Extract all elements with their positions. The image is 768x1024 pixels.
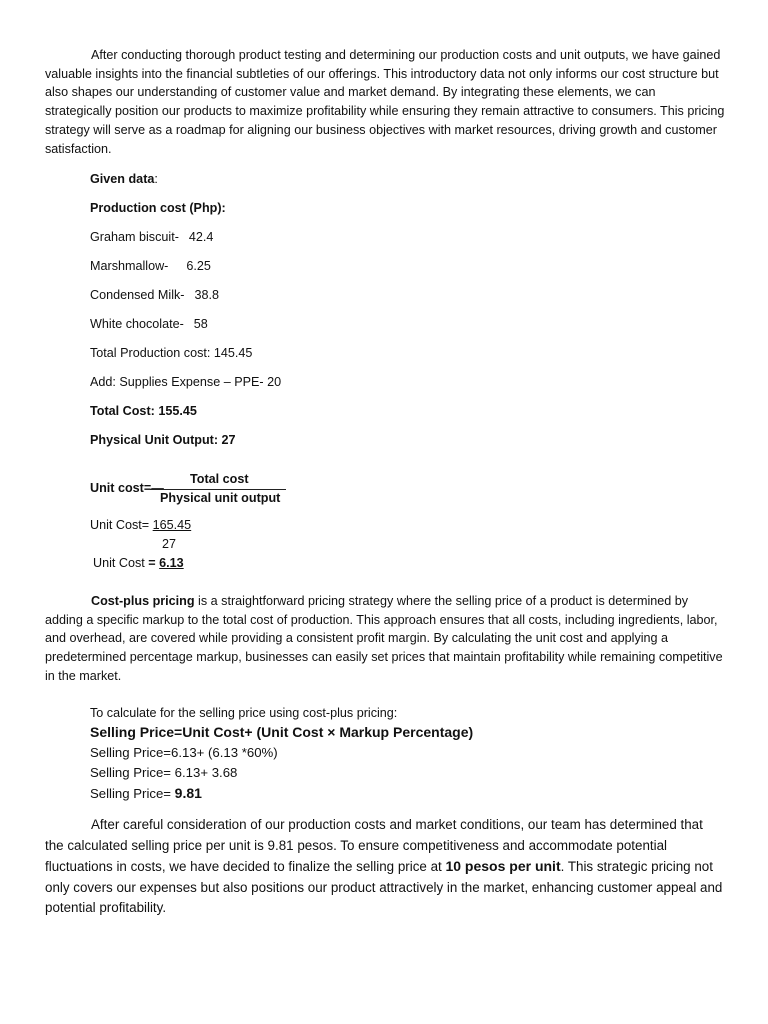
supplies-expense: Add: Supplies Expense – PPE- 20 [90, 375, 282, 389]
cost-item-condensed-milk [90, 287, 219, 303]
cost-item-name: Marshmallow- [90, 259, 169, 273]
unit-cost-formula-lhs: Unit cost=— [90, 481, 164, 495]
physical-unit-output: Physical Unit Output: 27 [90, 433, 236, 447]
cost-plus-paragraph [45, 592, 725, 686]
cost-item-marshmallow [90, 258, 211, 274]
cost-item-graham [90, 229, 213, 245]
unit-cost-result: Unit Cost = 6.13 [93, 556, 184, 570]
unit-cost-calculation: Unit Cost= 165.45 [90, 518, 192, 532]
unit-cost-value: 6.13 [159, 556, 184, 570]
cost-item-name: White chocolate- [90, 317, 184, 331]
given-data-heading [90, 171, 158, 187]
cost-item-value: 38.8 [194, 288, 220, 302]
given-data-colon: : [154, 172, 158, 186]
selling-price-value: 9.81 [174, 785, 202, 801]
conclusion-paragraph: After careful consideration of our production costs and market conditions, our team has determined that the calculated selling price per unit is 9.81 pesos. To ensure competitiveness and accommodate potential fluctuations in costs, we have decided to finalize the selling price at 10 pesos per unit. This strategic pricing not only covers our expenses but also positions our product attractively in the market, enhancing customer appeal and potential profitability. [45, 817, 723, 915]
selling-price-step-2: Selling Price= 6.13+ 3.68 [90, 765, 238, 780]
cost-item-name: Graham biscuit- [90, 230, 179, 244]
fraction-bar [150, 489, 286, 490]
cost-item-name: Condensed Milk- [90, 288, 185, 302]
production-cost-heading: Production cost (Php): [90, 201, 226, 215]
cost-item-value: 58 [193, 317, 208, 331]
cost-item-white-chocolate [90, 316, 208, 332]
total-production-cost: Total Production cost: 145.45 [90, 346, 253, 360]
selling-price-intro: To calculate for the selling price using cost-plus pricing: [90, 706, 398, 720]
given-data-label: Given data [90, 172, 155, 186]
calc-denominator: 27 [162, 537, 177, 551]
intro-paragraph: After conducting thorough product testing and determining our production costs and unit outputs, we have gained valuable insights into the financial subtleties of our offerings. This introductory data not only informs our cost structure but also shapes our understanding of customer value and market demand. By integrating these elements, we can strategically position our products to maximize profitability while ensuring they remain attractive to consumers. This pricing strategy will serve as a roadmap for aligning our business objectives with market resources, driving growth and customer satisfaction. [45, 48, 725, 156]
cost-item-value: 42.4 [188, 230, 214, 244]
unit-cost-denominator: Physical unit output [160, 491, 281, 505]
selling-price-step-1: Selling Price=6.13+ (6.13 *60%) [90, 745, 278, 760]
total-cost: Total Cost: 155.45 [90, 404, 197, 418]
unit-cost-numerator: Total cost [190, 472, 249, 486]
calc-numerator: 165.45 [152, 518, 192, 532]
cost-plus-term: Cost-plus pricing [91, 594, 195, 608]
selling-price-step-3: Selling Price= 9.81 [90, 785, 202, 801]
cost-item-value: 6.25 [186, 259, 211, 273]
cost-plus-body: is a straightforward pricing strategy where the selling price of a product is determined by adding a specific markup to the total cost of production. This approach ensures that all costs, including ingredients, labor, and overhead, are covered while providing a consistent profit margin. By calculating the unit cost and applying a predetermined percentage markup, businesses can easily set prices that maintain profitability while remaining competitive in the market. [45, 594, 723, 683]
selling-price-formula: Selling Price=Unit Cost+ (Unit Cost × Markup Percentage) [90, 724, 474, 740]
final-price-highlight: 10 pesos per unit [445, 858, 561, 874]
